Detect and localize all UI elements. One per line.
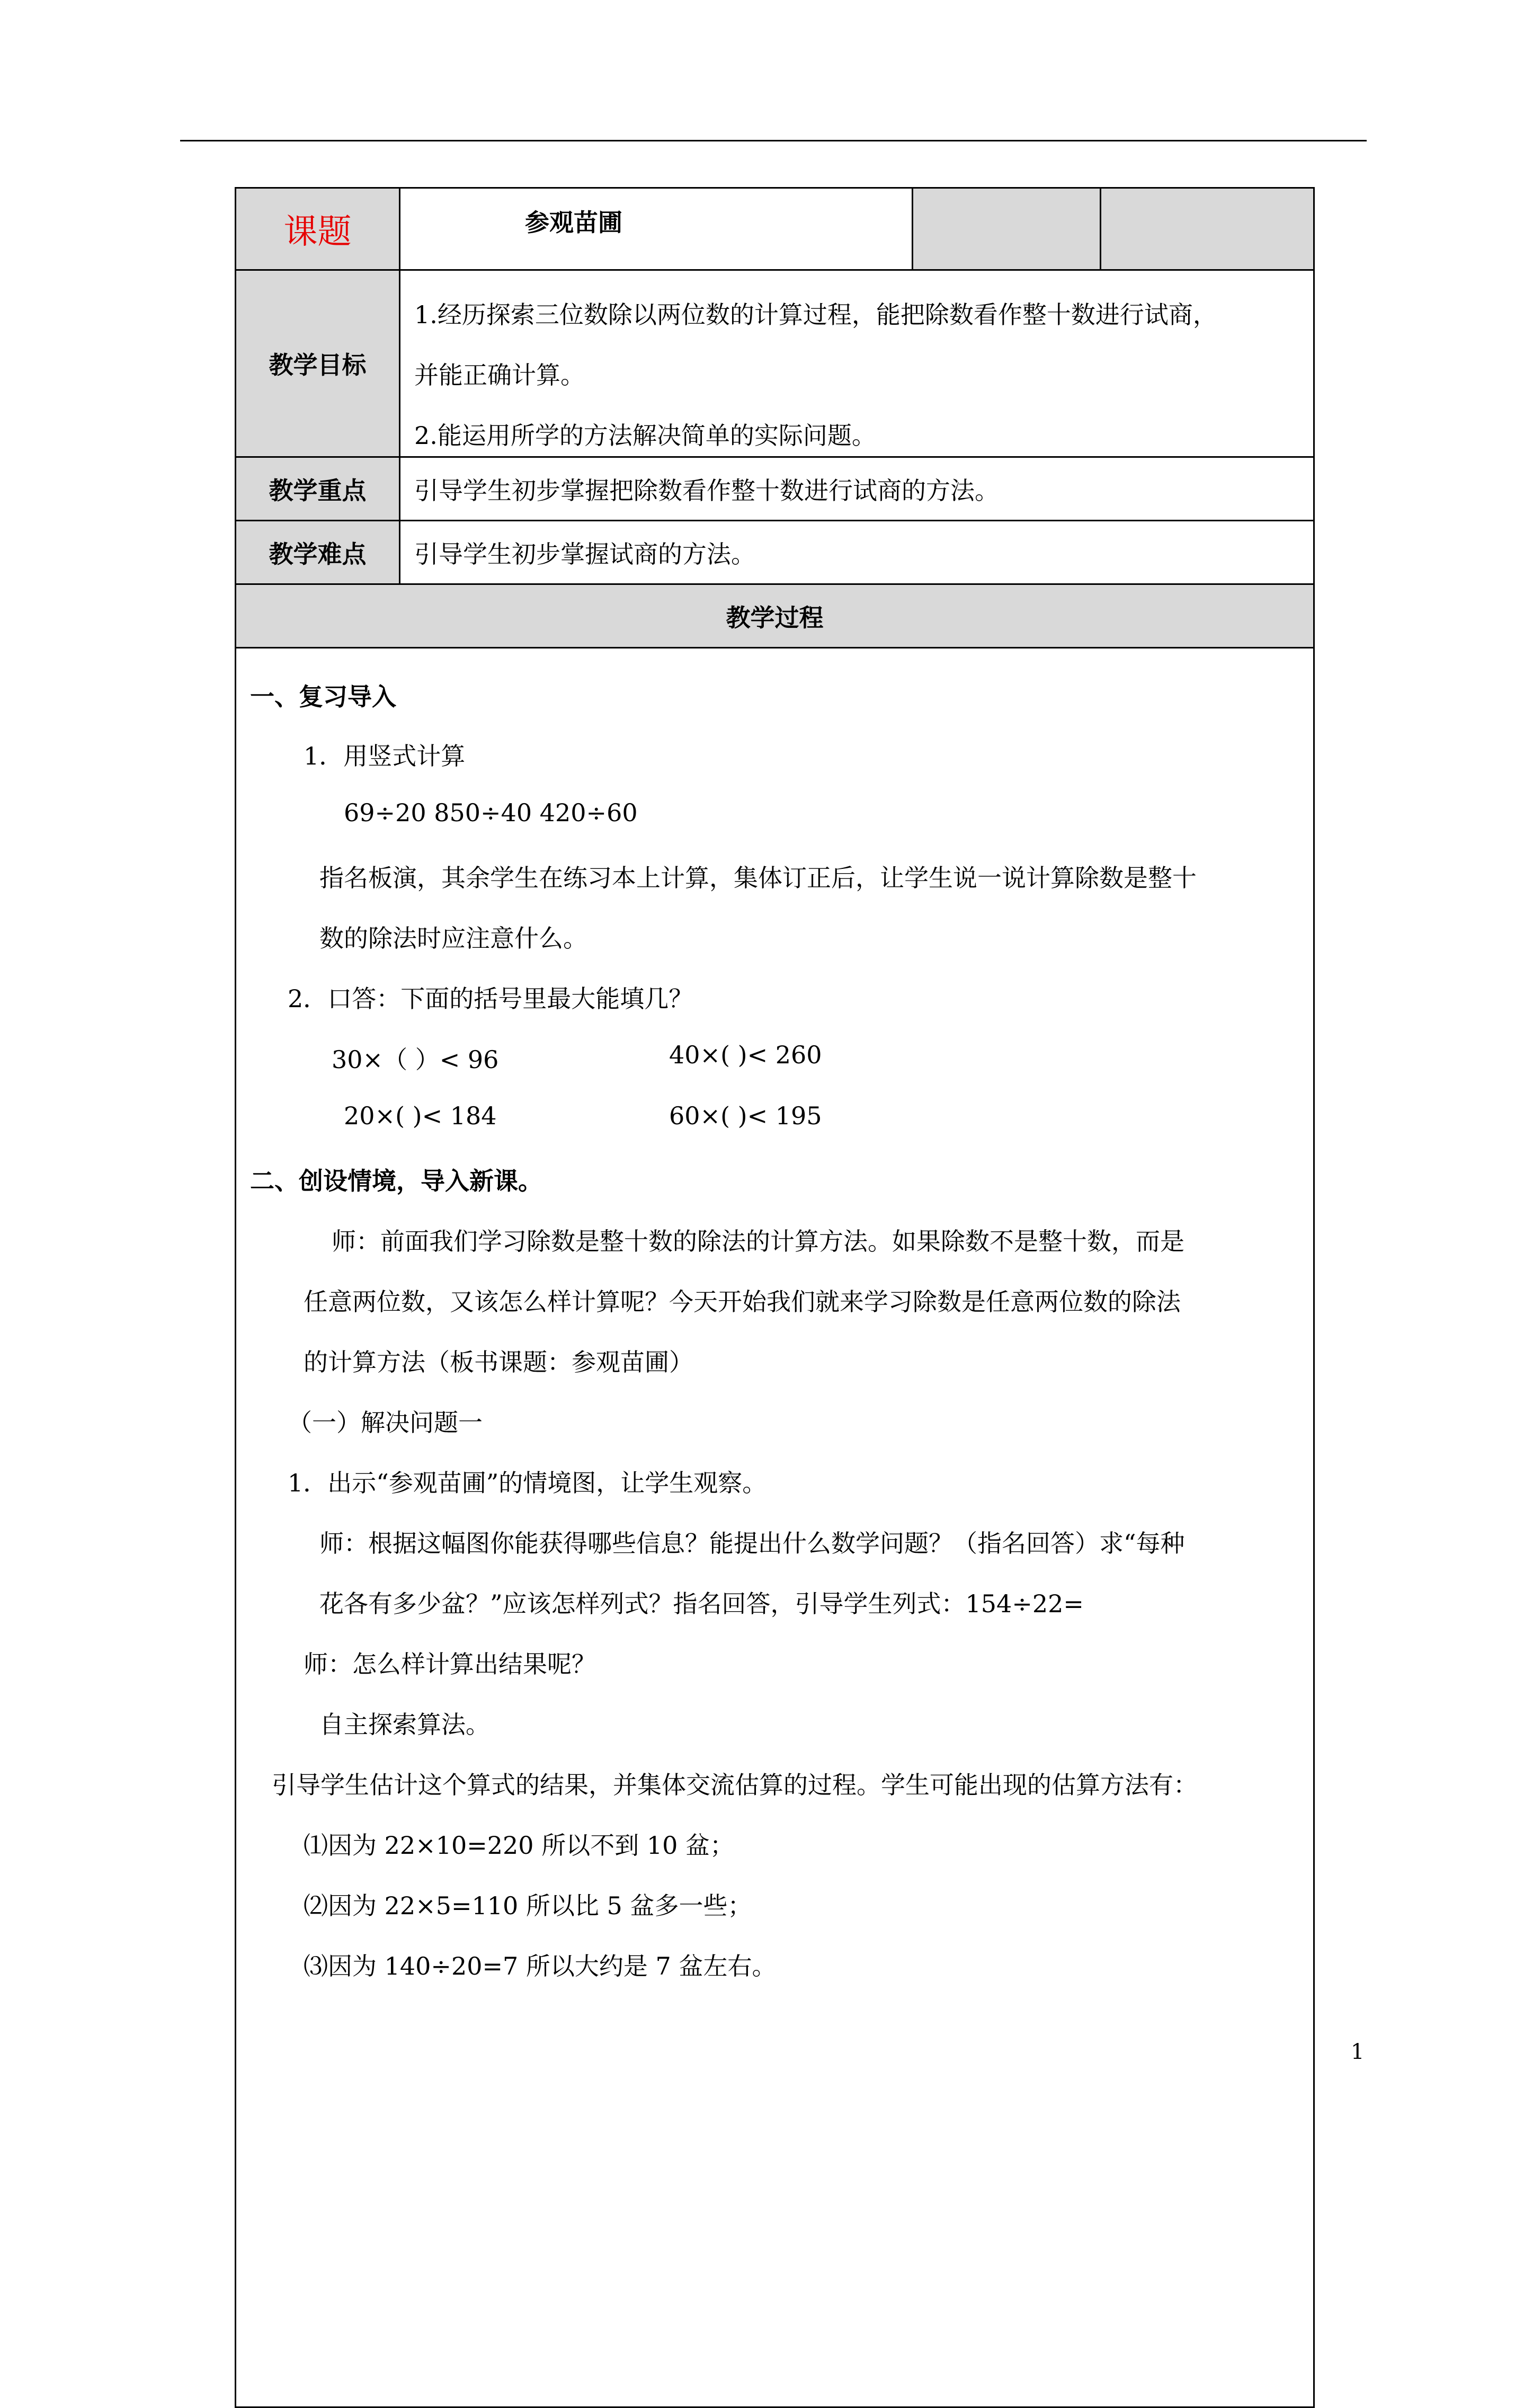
lesson-plan-table [235, 187, 1315, 2408]
key-point-row [236, 458, 1315, 521]
blank-cell-1 [913, 189, 1101, 269]
goals-content [400, 271, 1315, 456]
process-content [236, 648, 1315, 2406]
process-header: 教学过程 [236, 585, 1315, 647]
question-expression: 20×( )< 184 [344, 1101, 497, 1130]
question-expression: 40×( )< 260 [669, 1041, 822, 1069]
method-item: ⑵因为 22×5=110 所以比 5 盆多一些； [304, 1891, 752, 1920]
header-rule [180, 140, 1367, 141]
title-label: 课题 [236, 189, 400, 269]
paragraph-line: 师：根据这幅图你能获得哪些信息？能提出什么数学问题？（指名回答）求“每种 [319, 1529, 1185, 1558]
goal-line: 2.能运用所学的方法解决简单的实际问题。 [414, 421, 876, 450]
paragraph-line: 师：怎么样计算出结果呢？ [304, 1650, 596, 1678]
difficult-point-row [236, 521, 1315, 585]
paragraph-line: 花各有多少盆？”应该怎样列式？指名回答，引导学生列式：154÷22= [319, 1589, 1084, 1618]
expression-line: 69÷20 850÷40 420÷60 [344, 798, 638, 827]
paragraph-line: 数的除法时应注意什么。 [319, 924, 587, 953]
method-item: ⑶因为 140÷20=7 所以大约是 7 盆左右。 [304, 1952, 777, 1980]
page-number: 1 [1351, 2040, 1365, 2064]
paragraph-line: 自主探索算法。 [319, 1710, 490, 1739]
question-expression: 60×( )< 195 [669, 1101, 822, 1130]
title-row [236, 189, 1315, 271]
method-item: ⑴因为 22×10=220 所以不到 10 盆； [304, 1831, 734, 1860]
section-heading: 二、创设情境，导入新课。 [250, 1167, 542, 1195]
goal-line: 1.经历探索三位数除以两位数的计算过程，能把除数看作整十数进行试商， [414, 300, 1217, 329]
process-content-row [236, 648, 1315, 2408]
paragraph-line: 的计算方法（板书课题：参观苗圃） [304, 1348, 693, 1376]
goal-line: 并能正确计算。 [414, 361, 585, 389]
process-header-row [236, 585, 1315, 648]
difficult-point-label: 教学难点 [236, 521, 400, 583]
list-item: 1．用竖式计算 [304, 742, 466, 770]
list-item: 1．出示“参观苗圃”的情境图，让学生观察。 [288, 1469, 767, 1497]
lesson-title: 参观苗圃 [400, 189, 913, 269]
paragraph-line: 师：前面我们学习除数是整十数的除法的计算方法。如果除数不是整十数，而是 [332, 1227, 1184, 1256]
blank-cell-2 [1101, 189, 1315, 269]
list-item: 2．口答：下面的括号里最大能填几？ [288, 984, 693, 1013]
paragraph-line: 引导学生估计这个算式的结果，并集体交流估算的过程。学生可能出现的估算方法有： [272, 1771, 1198, 1799]
paragraph-line: 任意两位数，又该怎么样计算呢？今天开始我们就来学习除数是任意两位数的除法 [304, 1287, 1181, 1316]
key-point-label: 教学重点 [236, 458, 400, 520]
subsection-heading: （一）解决问题一 [288, 1408, 483, 1437]
goals-label: 教学目标 [236, 271, 400, 456]
difficult-point-text: 引导学生初步掌握试商的方法。 [400, 521, 1315, 583]
question-expression: 30×（ ）< 96 [332, 1045, 499, 1074]
goals-row [236, 271, 1315, 458]
section-heading: 一、复习导入 [250, 682, 396, 711]
paragraph-line: 指名板演，其余学生在练习本上计算，集体订正后，让学生说一说计算除数是整十 [319, 864, 1197, 892]
key-point-text: 引导学生初步掌握把除数看作整十数进行试商的方法。 [400, 458, 1315, 520]
